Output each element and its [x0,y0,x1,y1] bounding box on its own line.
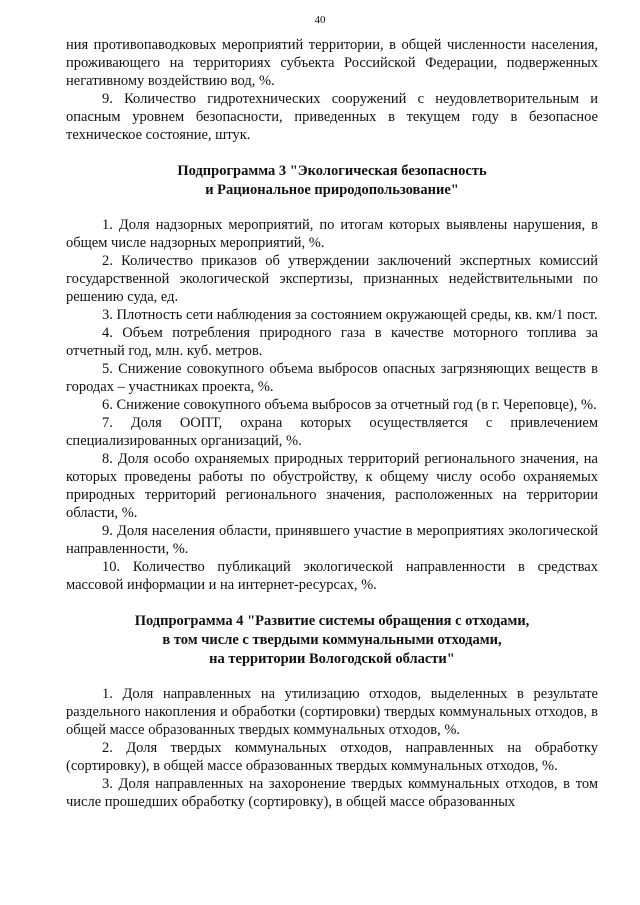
list-item: 2. Доля твердых коммунальных отходов, направленных на обработку (сортировку), в общей массе образованных твердых коммунальных отходов, %. [66,740,598,774]
intro-paragraph: ния противопаводковых мероприятий территории, в общей численности населения, проживающего на территориях субъекта Российской Федерации, подверженных негативному воздействию вод, %. [66,37,598,89]
section-title [66,162,598,200]
list-item: 3. Доля направленных на захоронение твердых коммунальных отходов, в том числе прошедших обработку (сортировку), в общей массе образованных [66,776,598,810]
list-item: 9. Доля населения области, принявшего участие в мероприятиях экологической направленности, %. [66,523,598,557]
list-item: 3. Плотность сети наблюдения за состоянием окружающей среды, кв. км/1 пост. [102,307,598,323]
page-number: 40 [314,14,326,26]
list-item: 1. Доля направленных на утилизацию отходов, выделенных в результате раздельного накопления и обработки (сортировки) твердых коммунальных отходов, в общей массе образованных твердых коммунальных отходов, %. [66,686,598,738]
list-item: 8. Доля особо охраняемых природных территорий регионального значения, на которых проведены работы по обустройству, к общему числу особо охраняемых природных территорий регионального значения, расположенных на территории области, %. [66,451,598,521]
page-content [66,36,598,811]
section-title-line: и Рациональное природопользование" [205,182,459,198]
list-item: 6. Снижение совокупного объема выбросов за отчетный год (в г. Череповце), %. [102,397,597,413]
section-title [66,612,598,669]
section-title-line: на территории Вологодской области" [209,651,455,667]
list-item: 7. Доля ООПТ, охрана которых осуществляется с привлечением специализированных организаций, %. [66,415,598,449]
list-item: 2. Количество приказов об утверждении заключений экспертных комиссий государственной экологической экспертизы, признанных недействительными по решению суда, ед. [66,253,598,305]
list-item: 4. Объем потребления природного газа в качестве моторного топлива за отчетный год, млн. куб. метров. [66,325,598,359]
list-item: 5. Снижение совокупного объема выбросов опасных загрязняющих веществ в городах – участниках проекта, %. [66,361,598,395]
section-title-line: в том числе с твердыми коммунальными отходами, [162,632,502,648]
intro-paragraph: 9. Количество гидротехнических сооружений с неудовлетворительным и опасным уровнем безопасности, приведенных в текущем году в безопасное техническое состояние, штук. [66,91,598,143]
list-item: 10. Количество публикаций экологической направленности в средствах массовой информации и на интернет-ресурсах, %. [66,559,598,593]
list-item: 1. Доля надзорных мероприятий, по итогам которых выявлены нарушения, в общем числе надзорных мероприятий, %. [66,217,598,251]
section-title-line: Подпрограмма 3 "Экологическая безопасность [177,163,487,179]
section-title-line: Подпрограмма 4 "Развитие системы обращения с отходами, [134,613,530,629]
